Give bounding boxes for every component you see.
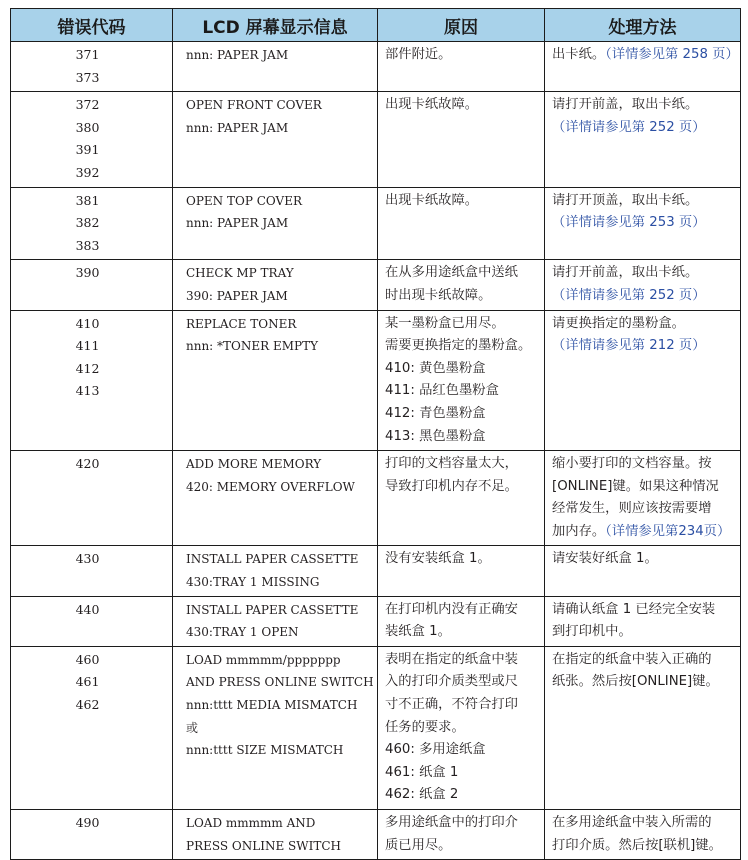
page-reference-link[interactable]: （详情参见第234页） <box>605 523 731 539</box>
error-code-cell <box>11 92 173 187</box>
solution-text: 在指定的纸盒中装入正确的 <box>552 651 712 667</box>
solution-text: 在多用途纸盒中装入所需的 <box>552 815 712 830</box>
cause-cell-line: 462: 纸盒 2 <box>385 787 459 803</box>
cause-cell <box>378 42 545 92</box>
solution-text: 纸张。然后按[ONLINE]键。 <box>552 674 719 690</box>
error-code-cell <box>11 42 173 92</box>
solution-line <box>552 262 734 285</box>
solution-line <box>552 190 734 213</box>
solution-cell <box>545 92 741 187</box>
cause-cell-line: 寸不正确，不符合打印 <box>385 697 518 713</box>
error-code-cell-line: 490 <box>75 815 100 830</box>
solution-text: 请打开顶盖，取出卡纸。 <box>552 192 699 208</box>
error-code-cell-line: 420 <box>75 456 100 472</box>
cause-cell-line: 打印的文档容量太大， <box>385 456 518 472</box>
lcd-message-cell-line: LOAD mmmmm AND <box>186 816 316 830</box>
cause-cell-line: 出现卡纸故障。 <box>385 192 479 208</box>
table-row <box>11 596 741 646</box>
error-code-cell-line: 371 <box>75 47 100 62</box>
lcd-message-cell-line: INSTALL PAPER CASSETTE <box>186 552 359 567</box>
cause-cell-line: 表明在指定的纸盒中装 <box>385 651 518 667</box>
lcd-message-cell-line: 420: MEMORY OVERFLOW <box>186 479 355 494</box>
solution-cell <box>545 546 741 596</box>
solution-cell <box>545 42 741 92</box>
lcd-message-cell-line: REPLACE TONER <box>186 316 297 331</box>
cause-cell-line: 在从多用途纸盒中送纸 <box>385 265 518 281</box>
solution-line <box>552 44 739 67</box>
lcd-message-cell-line: OPEN FRONT COVER <box>186 98 322 113</box>
lcd-message-cell-line: ADD MORE MEMORY <box>186 457 322 472</box>
lcd-message-cell-line: nnn:tttt SIZE MISMATCH <box>186 743 344 758</box>
cause-cell-line: 装纸盒 1。 <box>385 624 451 640</box>
error-code-cell <box>11 546 173 596</box>
lcd-message-cell-line: nnn:tttt MEDIA MISMATCH <box>186 698 358 713</box>
cause-cell <box>378 310 545 451</box>
cause-cell-line: 某一墨粉盒已用尽。 <box>385 315 505 331</box>
lcd-message-cell <box>173 187 378 260</box>
solution-text: 打印介质。然后按[联机]键。 <box>552 837 722 853</box>
error-code-cell-line: 382 <box>75 215 100 231</box>
error-code-cell-line: 380 <box>75 119 100 135</box>
error-code-cell <box>11 260 173 310</box>
cause-cell <box>378 187 545 260</box>
lcd-message-cell <box>173 646 378 809</box>
solution-text: [ONLINE]键。如果这种情况 <box>552 478 719 494</box>
solution-text: 到打印机中。 <box>552 624 632 640</box>
solution-line <box>552 599 734 622</box>
error-code-cell-line: 390 <box>75 265 100 281</box>
solution-line <box>552 521 734 544</box>
cause-cell-line: 在打印机内没有正确安 <box>385 601 518 617</box>
solution-cell <box>545 646 741 809</box>
error-code-cell-line: 440 <box>75 601 100 617</box>
table-row <box>11 92 741 187</box>
lcd-message-cell-line: 430:TRAY 1 OPEN <box>186 625 299 640</box>
header-cause: 原因 <box>378 9 545 42</box>
error-code-cell-line: 391 <box>75 142 100 158</box>
error-code-cell-line: 373 <box>75 69 100 85</box>
solution-text: 经常发生，则应该按需要增 <box>552 501 712 517</box>
solution-text: 缩小要打印的文档容量。按 <box>552 456 712 472</box>
solution-cell <box>545 596 741 646</box>
page-reference-link[interactable]: （详情请参见第 252 页） <box>552 287 706 303</box>
error-code-cell <box>11 596 173 646</box>
cause-cell-line: 411: 品红色墨粉盒 <box>385 383 499 399</box>
solution-line <box>552 94 734 117</box>
table-header-row <box>11 9 741 42</box>
solution-text: 请打开前盖，取出卡纸。 <box>552 97 699 113</box>
lcd-message-cell <box>173 42 378 92</box>
solution-line <box>552 285 734 308</box>
table-row <box>11 546 741 596</box>
lcd-message-cell <box>173 596 378 646</box>
solution-text: 加内存。 <box>552 523 606 539</box>
solution-line <box>552 649 734 672</box>
error-code-cell-line: 413 <box>75 383 100 399</box>
solution-line <box>552 498 734 521</box>
table-row <box>11 42 741 92</box>
cause-cell-line: 导致打印机内存不足。 <box>385 478 518 494</box>
cause-cell <box>378 451 545 546</box>
cause-cell-line: 412: 青色墨粉盒 <box>385 405 486 421</box>
solution-text: 出卡纸。 <box>552 47 606 62</box>
lcd-message-cell-line: nnn: PAPER JAM <box>186 120 289 135</box>
header-solution: 处理方法 <box>545 9 741 42</box>
cause-cell-line: 460: 多用途纸盒 <box>385 742 486 758</box>
solution-text: 请确认纸盒 1 已经完全安装 <box>552 601 716 617</box>
solution-cell <box>545 310 741 451</box>
page-reference-link[interactable]: （详情请参见第 253 页） <box>552 215 706 231</box>
header-lcd-message: LCD 屏幕显示信息 <box>173 9 378 42</box>
solution-text: 请打开前盖，取出卡纸。 <box>552 265 699 281</box>
table-row <box>11 451 741 546</box>
solution-line <box>552 453 734 476</box>
error-code-cell <box>11 187 173 260</box>
error-code-cell-line: 412 <box>75 360 100 376</box>
cause-cell-line: 时出现卡纸故障。 <box>385 287 492 303</box>
page-reference-link[interactable]: （详情请参见第 212 页） <box>552 338 706 354</box>
solution-line <box>552 671 734 694</box>
cause-cell-line: 461: 纸盒 1 <box>385 764 459 780</box>
error-code-cell-line: 383 <box>75 237 100 253</box>
lcd-message-cell-line: 390: PAPER JAM <box>186 288 288 303</box>
lcd-message-cell-line: nnn: PAPER JAM <box>186 216 289 231</box>
lcd-message-cell <box>173 92 378 187</box>
table-body <box>11 42 741 860</box>
error-code-cell-line: 381 <box>75 192 100 208</box>
solution-text: 请更换指定的墨粉盒。 <box>552 315 685 331</box>
header-error-code: 错误代码 <box>11 9 173 42</box>
cause-cell-line: 部件附近。 <box>385 47 452 62</box>
error-code-table <box>10 8 741 860</box>
lcd-message-cell-line: CHECK MP TRAY <box>186 266 294 281</box>
lcd-message-cell-line: nnn: *TONER EMPTY <box>186 339 319 354</box>
cause-cell <box>378 260 545 310</box>
lcd-message-cell-line: AND PRESS ONLINE SWITCH <box>186 675 374 690</box>
error-code-cell <box>11 646 173 809</box>
cause-cell-line: 质已用尽。 <box>385 837 452 853</box>
lcd-message-cell-line: LOAD mmmmm/ppppppp <box>186 652 341 667</box>
solution-line <box>552 335 734 358</box>
table-row <box>11 260 741 310</box>
cause-cell-line: 入的打印介质类型或尺 <box>385 674 518 690</box>
lcd-message-cell-line: 或 <box>186 720 199 735</box>
table-row <box>11 187 741 260</box>
page-reference-link[interactable]: （详情参见第 258 页） <box>605 47 739 62</box>
error-code-cell-line: 392 <box>75 164 100 180</box>
cause-cell <box>378 810 545 860</box>
lcd-message-cell-line: nnn: PAPER JAM <box>186 48 289 62</box>
cause-cell-line: 多用途纸盒中的打印介 <box>385 815 518 830</box>
table-row <box>11 310 741 451</box>
cause-cell <box>378 92 545 187</box>
solution-line <box>552 476 734 499</box>
cause-cell-line: 没有安装纸盒 1。 <box>385 551 491 567</box>
error-code-cell <box>11 310 173 451</box>
lcd-message-cell <box>173 546 378 596</box>
cause-cell <box>378 596 545 646</box>
error-code-cell-line: 460 <box>75 651 100 667</box>
error-code-cell-line: 462 <box>75 697 100 713</box>
error-code-cell <box>11 451 173 546</box>
page-reference-link[interactable]: （详情请参见第 252 页） <box>552 119 706 135</box>
table-row <box>11 810 741 860</box>
solution-line <box>552 621 734 644</box>
solution-line <box>552 212 734 235</box>
cause-cell <box>378 646 545 809</box>
lcd-message-cell-line: PRESS ONLINE SWITCH <box>186 838 341 853</box>
cause-cell-line: 413: 黑色墨粉盒 <box>385 428 486 444</box>
error-code-cell-line: 411 <box>75 338 100 354</box>
solution-line <box>552 812 734 835</box>
error-code-cell-line: 410 <box>75 315 100 331</box>
lcd-message-cell-line: INSTALL PAPER CASSETTE <box>186 602 359 617</box>
error-code-cell <box>11 810 173 860</box>
error-code-cell-line: 430 <box>75 551 100 567</box>
table-row <box>11 646 741 809</box>
lcd-message-cell <box>173 260 378 310</box>
solution-cell <box>545 260 741 310</box>
cause-cell <box>378 546 545 596</box>
error-code-cell-line: 372 <box>75 97 100 113</box>
cause-cell-line: 出现卡纸故障。 <box>385 97 479 113</box>
solution-line <box>552 548 734 571</box>
solution-text: 请安装好纸盒 1。 <box>552 551 658 567</box>
lcd-message-cell <box>173 451 378 546</box>
lcd-message-cell <box>173 810 378 860</box>
cause-cell-line: 任务的要求。 <box>385 719 465 735</box>
lcd-message-cell-line: 430:TRAY 1 MISSING <box>186 575 320 590</box>
solution-line <box>552 835 734 858</box>
cause-cell-line: 需要更换指定的墨粉盒。 <box>385 338 532 354</box>
solution-cell <box>545 451 741 546</box>
solution-line <box>552 117 734 140</box>
solution-cell <box>545 810 741 860</box>
solution-cell <box>545 187 741 260</box>
error-code-cell-line: 461 <box>75 674 100 690</box>
lcd-message-cell <box>173 310 378 451</box>
lcd-message-cell-line: OPEN TOP COVER <box>186 193 302 208</box>
cause-cell-line: 410: 黄色墨粉盒 <box>385 360 486 376</box>
solution-line <box>552 313 734 336</box>
